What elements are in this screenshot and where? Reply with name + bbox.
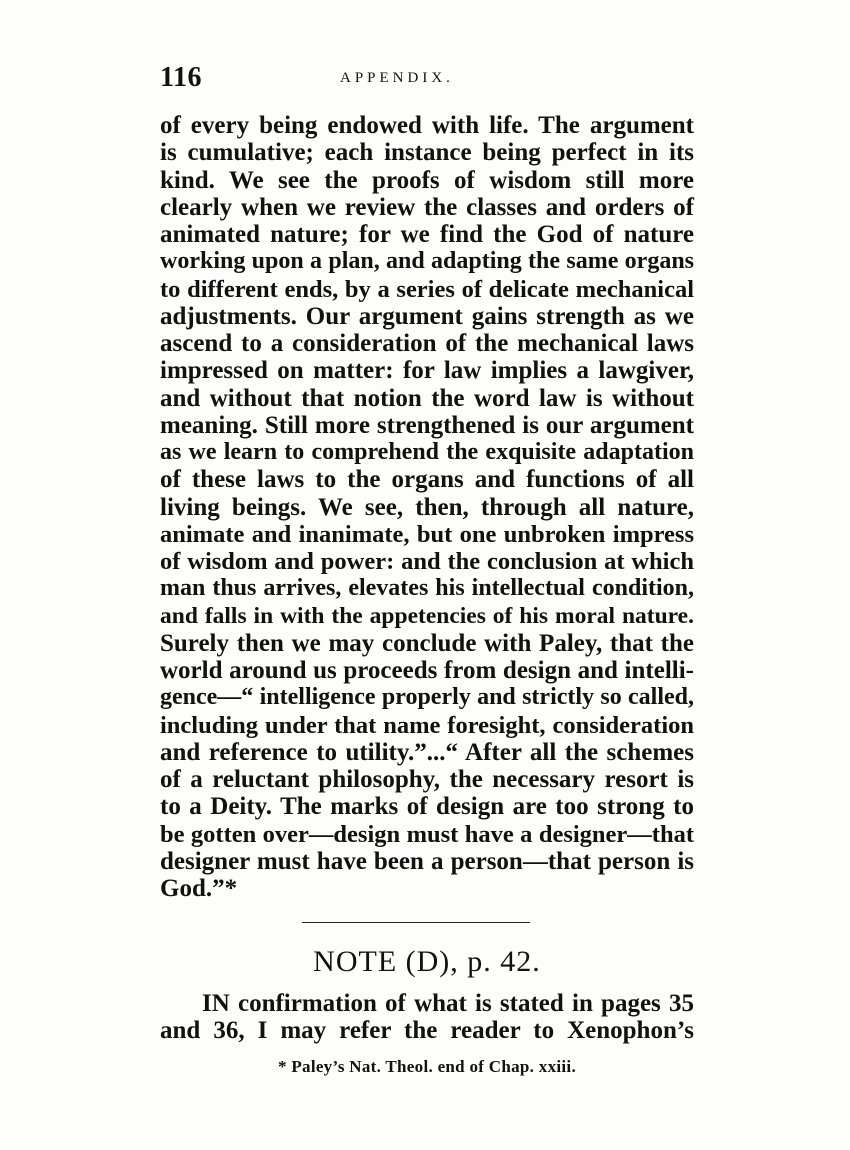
body-line: is cumulative; each instance being perfect in its (160, 139, 694, 167)
note-line: and 36, I may refer the reader to Xenophon’s (160, 1017, 694, 1045)
body-line: meaning. Still more strengthened is our argument (160, 411, 694, 439)
body-line: to different ends, by a series of delicate mechanical (160, 275, 694, 303)
note-paragraph (160, 990, 694, 1045)
footnote: * Paley’s Nat. Theol. end of Chap. xxiii. (277, 1057, 576, 1076)
page-number: 116 (160, 62, 202, 93)
running-title: APPENDIX. (340, 70, 454, 86)
body-line: including under that name foresight, consideration (160, 711, 694, 739)
body-line: of these laws to the organs and functions of all (160, 466, 694, 494)
body-line: kind. We see the proofs of wisdom still more (160, 166, 694, 194)
body-text (160, 112, 694, 902)
body-line: as we learn to comprehend the exquisite adaptation (160, 439, 694, 465)
body-line: ascend to a consideration of the mechanical laws (160, 330, 694, 357)
section-divider (302, 922, 530, 923)
body-line: man thus arrives, elevates his intellectual condition, (160, 575, 694, 602)
body-line: gence—“ intelligence properly and strictly so called, (160, 684, 694, 711)
running-head (160, 62, 696, 94)
body-line: impressed on matter: for law implies a lawgiver, (160, 357, 694, 385)
body-line: to a Deity. The marks of design are too strong to (160, 793, 694, 821)
body-line: of wisdom and power: and the conclusion at which (160, 548, 694, 575)
body-line: of a reluctant philosophy, the necessary resort is (160, 766, 694, 793)
body-line: world around us proceeds from design and intelli- (160, 657, 694, 684)
body-line: animated nature; for we find the God of nature (160, 221, 694, 248)
body-line: be gotten over—design must have a designer—that (160, 820, 694, 848)
body-line: designer must have been a person—that person is (160, 847, 694, 875)
body-line: animate and inanimate, but one unbroken impress (160, 520, 694, 548)
note-line: IN confirmation of what is stated in pages 35 (202, 990, 694, 1017)
body-line: and falls in with the appetencies of his moral nature. (160, 602, 694, 629)
note-heading: NOTE (D), p. 42. (313, 945, 541, 978)
body-line: God.”* (160, 875, 238, 902)
body-line: and without that notion the word law is without (160, 384, 694, 412)
body-line: adjustments. Our argument gains strength as we (160, 302, 694, 330)
body-line: living beings. We see, then, through all nature, (160, 493, 694, 521)
body-line: Surely then we may conclude with Paley, that the (160, 629, 694, 657)
body-line: and reference to utility.”...“ After all the schemes (160, 738, 694, 766)
body-line: clearly when we review the classes and orders of (160, 193, 694, 221)
body-line: of every being endowed with life. The argument (160, 112, 694, 139)
body-line: working upon a plan, and adapting the same organs (160, 248, 694, 275)
